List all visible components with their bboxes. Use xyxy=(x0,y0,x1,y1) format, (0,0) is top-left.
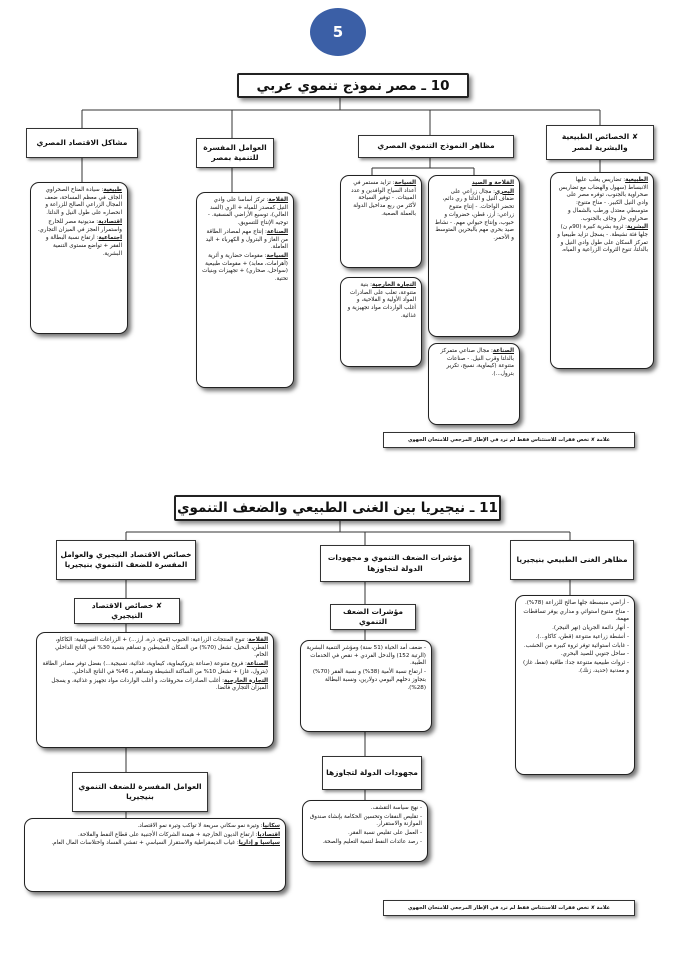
human-text: : ثروة بشرية كبيرة (90م ن) جلها فئة نشيطة. - يسجل تزايد طبيعيا و تمركز السكان على طول وادي النيل و بالدلتا، تنوع الثروات الزراعية و المياه. xyxy=(557,224,648,254)
section1-title xyxy=(237,73,469,98)
page-number-badge xyxy=(310,8,366,56)
weakness-indicators-header-text: مؤشرات الضعف التنموي xyxy=(342,606,404,626)
section1-model-aspects-header xyxy=(358,135,514,158)
natural-wealth-item: - أنهار دائمة الجريان (نهر النيجر). xyxy=(552,625,629,632)
cross-mark-icon: ✘ xyxy=(155,600,163,610)
nigeria-economy-factors-header xyxy=(56,540,196,580)
factors-industry-label: الصناعة xyxy=(266,228,288,235)
state-efforts-box xyxy=(302,800,428,862)
section1-natural-human-header xyxy=(546,125,654,160)
nigeria-industry-label: الصناعة xyxy=(246,661,268,668)
natural-wealth-item: - غابات استوائية توفر ثروة كبيرة من الخشب. xyxy=(523,642,629,649)
weakness-indicator-item: - ضعف أمد الحياة (51 سنة) ومؤشر التنمية البشرية (الرتبة 152) والدخل الفردي + نقص في الخدمات الطبية. xyxy=(306,645,426,667)
section2-footnote xyxy=(383,900,635,916)
demographic-text: : وتيرة نمو سكاني سريعة لا تواكب وتيرة نمو الاقتصاد. xyxy=(137,823,263,829)
nigeria-economy-box xyxy=(36,632,274,748)
foreign-trade-label: التجارة الخارجية xyxy=(372,282,416,288)
tourism-box xyxy=(340,175,422,268)
section1-natural-human-box xyxy=(550,172,654,369)
foreign-trade-text: : بنية متنوعة، تغلب على الصادرات المواد الأولية و الفلاحية، و أغلب الواردات مواد تجهيزية و غذائية. xyxy=(347,282,416,319)
marine-label: البحري xyxy=(495,188,514,195)
page-number: 5 xyxy=(332,23,344,41)
state-efforts-header-text: مجهودات الدولة لتجاوزها xyxy=(326,767,418,777)
section1-model-aspects-header-text: مظاهر النموذج التنموي المصري xyxy=(377,141,495,151)
nigeria-economy-header xyxy=(74,598,180,624)
nigeria-trade-text: : أغلب الصادرات محروقات، و أغلب الواردات مواد تجهيز و غذائية، و يسجل الميزان التجاري فائضا. xyxy=(51,677,268,692)
problems-social-label: اجتماعية xyxy=(98,235,122,242)
weakness-efforts-header xyxy=(320,545,470,582)
natural-wealth-header-text: مظاهر الغنى الطبيعي بنيجيريا xyxy=(516,554,628,564)
nigeria-agriculture-label: الفلاحة xyxy=(248,637,268,643)
agriculture-label: الفلاحة و الصيد xyxy=(471,180,514,186)
nigeria-industry-text: : فروع متنوعة (صناعة بتروكيماوية، كيماوية، غذائية، نسيجية...) بفضل توفر مصادر الطاقة (بترول، غاز) + تشغل 10% من الساكنة النشيطة وتساهم بـ 46% في الناتج الداخلي. xyxy=(42,661,268,675)
cross-mark-icon: ✘ xyxy=(631,132,639,142)
natural-wealth-item: - أراضي منبسطة جلها صالح للزراعة (78%). xyxy=(524,600,629,606)
nigeria-agriculture-text: : تنوع المنتجات الزراعية: الحبوب (قمح، ذرة، أرز...) + الزراعات التسويقية: الكاكاو، القطن، النخيل، تشغل (70%) من السكان النشيطين و تساهم بنسبة 30% في الناتج الداخلي الخام. xyxy=(55,637,268,659)
nigeria-economy-factors-header-text: خصائص الاقتصاد النيجيري والعوامل المفسرة للضعف التنموي بنيجيريا xyxy=(60,549,192,569)
industry-box xyxy=(428,343,520,425)
factors-tourism-label: السياحة xyxy=(266,253,288,260)
tourism-label: السياحة xyxy=(394,180,416,186)
problems-social-text: : ارتفاع نسبة البطالة و الفقر + تواضع مستوى التنمية البشرية. xyxy=(45,235,122,257)
nigeria-trade-label: التجارة الخارجية xyxy=(224,677,268,684)
political-label: سياسيا و إداريا xyxy=(238,840,280,847)
weakness-efforts-header-text: مؤشرات الضعف التنموي و مجهودات الدولة لتجاوزها xyxy=(327,553,463,573)
demographic-label: سكانيا xyxy=(262,823,280,829)
section1-natural-human-header-text: الخصائص الطبيعية والبشرية لمصر xyxy=(561,132,630,152)
section2-title-text: 11 ـ نيجيريا بين الغنى الطبيعي والضعف التنموي xyxy=(177,500,498,516)
economic-label: اقتصاديا xyxy=(257,831,280,838)
natural-wealth-item: - ساحل جنوبي للصيد البحري. xyxy=(560,651,629,658)
section1-footnote-text: علامة ✘ تخص فقرات للاستئناس فقط لم ترد في الإطار المرجعي للامتحان الجهوي xyxy=(407,437,611,443)
natural-wealth-item: - ثروات طبيعية متنوعة جدا: طاقية (نفط، غاز) و معدنية (حديد، زنك). xyxy=(523,660,629,674)
natural-text: : تضاريس يغلب عليها الانبساط (سهول والهضاب مع تضاريس صحراوية بالجنوب، توفره مصر على وادي النيل الكبير. - مناخ متنوع: متوسطي معتدل ورطب بالشمال و صحراوي حار وجاف بالجنوب. xyxy=(558,177,648,222)
section1-problems-box xyxy=(30,182,128,334)
state-effort-item: - العمل على تقليص نسبة الفقر. xyxy=(348,830,422,837)
weakness-factors-header xyxy=(72,772,208,812)
agriculture-fishing-box xyxy=(428,175,520,337)
natural-label: الطبيعية xyxy=(625,177,648,183)
weakness-factors-box xyxy=(24,818,286,892)
section1-factors-header xyxy=(196,138,274,168)
economic-text: : ارتفاع الديون الخارجية + هيمنة الشركات الأجنبية على قطاع النفط والفلاحة. xyxy=(78,831,258,838)
factors-agriculture-text: : تركز أساسا على وادي النيل كمصدر للمياه + الري (السد العالي)، توسيع الأراضي المسقية. - توجيه الإنتاج للتسويق. xyxy=(207,197,288,227)
industry-label: الصناعة xyxy=(492,348,514,354)
problems-economic-label: اقتصادية xyxy=(98,218,122,225)
tourism-text: : تزايد مستمر في أعداد السياح الوافدين و عدد المبيتات. - توفير السياحة لأكثر من ربع مداخيل الدولة بالعملة الصعبة. xyxy=(351,180,416,217)
foreign-trade-box xyxy=(340,277,422,367)
industry-text: : مجال صناعي متمركز بالدلتا وقرب النيل. - صناعات متنوعة (كيماوية، نسيج، تكرير بترول...). xyxy=(440,348,514,378)
weakness-factors-header-text: العوامل المفسرة للضعف التنموي بنيجيريا xyxy=(78,781,202,801)
section2-title xyxy=(174,495,501,521)
section1-problems-header xyxy=(26,128,138,158)
weakness-indicators-box xyxy=(300,640,432,732)
section1-footnote xyxy=(383,432,635,448)
section1-problems-header-text: مشاكل الاقتصاد المصري xyxy=(36,137,128,147)
section1-factors-header-text: العوامل المفسرة للتنمية بمصر xyxy=(203,142,267,162)
human-label: البشرية xyxy=(627,224,648,231)
natural-wealth-item: - مناخ متنوع استوائي و مداري يوفر تساقطات مهمة. xyxy=(523,608,629,623)
natural-wealth-item: - أنشطة زراعية متنوعة (قطن، كاكاو...). xyxy=(535,633,629,640)
state-efforts-header xyxy=(322,756,422,790)
weakness-indicators-header xyxy=(330,604,416,630)
section2-footnote-text: علامة ✘ تخص فقرات للاستئناس فقط لم ترد في الإطار المرجعي للامتحان الجهوي xyxy=(407,905,611,911)
state-effort-item: - رصد عائدات النفط لتنمية التعليم والصحة. xyxy=(322,838,422,845)
factors-industry-text: : إنتاج مهم لمصادر الطاقة من الغاز و البترول و الكهرباء + اليد العاملة. xyxy=(205,228,288,251)
problems-natural-label: طبيعية xyxy=(103,187,122,193)
factors-agriculture-label: الفلاحة xyxy=(268,197,288,203)
agriculture-text: : مجال زراعي على ضفاف النيل و الدلتا و ري دائم، تحضر الواحات. - إنتاج متنوع زراعي: أرز، قطن، خضروات و حبوب، وإنتاج حيواني مهم. - نشاط صيد بحري مهم بالبحرين المتوسط و الأحمر. xyxy=(434,188,514,242)
political-text: : غياب الديمقراطية والاستقرار السياسي + تفشي الفساد واختلاسات المال العام. xyxy=(51,840,239,847)
weakness-indicator-item: - ارتفاع نسبة الأمية (38%) و نسبة الفقر (70%) بتجاوز دخلهم اليومي دولارين، ونسبة البطالة (28%). xyxy=(312,669,426,691)
state-effort-item: - نهج سياسة التقشف. xyxy=(370,805,422,811)
problems-natural-text: : سيادة المناخ الصحراوي الجاف في معظم المساحة، ضعف المجال الزراعي الصالح للزراعة و انحصاره على طول النيل و الدلتا. xyxy=(44,187,122,217)
section1-title-text: 10 ـ مصر نموذج تنموي عربي xyxy=(256,77,450,94)
state-effort-item: - تقليص النفقات وتحسين الحكامة بإنشاء صندوق الموازنة والاستقرار. xyxy=(309,813,422,828)
natural-wealth-header xyxy=(510,540,634,580)
section1-factors-box xyxy=(196,192,294,388)
factors-tourism-text: : مقومات حضارية و أثرية (أهرامات، معابد) + مقومات طبيعية (سواحل، صحاري) + تجهيزات وبنيات تحتية. xyxy=(202,253,288,283)
problems-economic-text: : مديونية مصر للخارج واستمرار العجز في الميزان التجاري. xyxy=(37,218,122,233)
natural-wealth-box xyxy=(515,595,635,775)
nigeria-economy-header-text: خصائص الاقتصاد النيجيري xyxy=(91,600,154,620)
